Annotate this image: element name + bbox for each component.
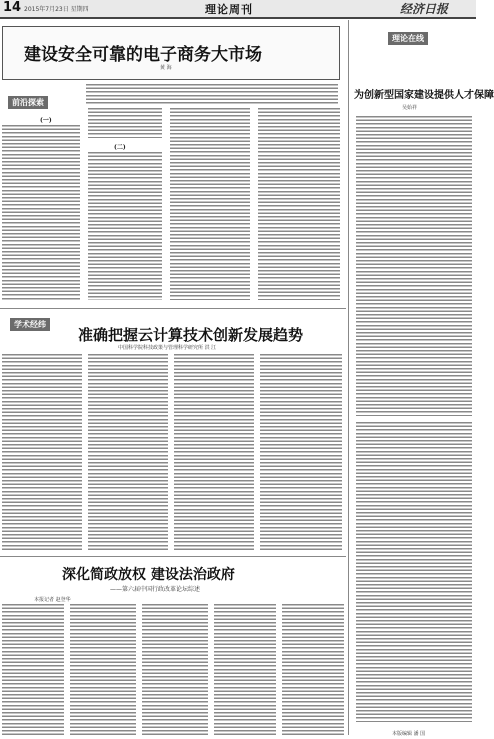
column-divider [348,20,349,735]
article-2-author: 吴始祥 [402,105,418,111]
article-4-byline: 本报记者 赵登华 [34,597,71,603]
article-2 [350,20,494,735]
article-4-col-2 [70,604,136,737]
article-3-col-1 [2,354,82,550]
article-1 [0,20,345,305]
article-3 [0,310,346,555]
article-3-byline: 中国科学院科技政策与管理科学研究所 洪 江 [118,345,217,351]
article-2-tag: 理论在线 [388,32,428,45]
article-4 [0,558,346,739]
article-2-title: 为创新型国家建设提供人才保障 [354,90,494,101]
newspaper-logo: 经济日报 [400,2,449,16]
article-2-col-1 [356,116,472,416]
article-1-col-1 [2,125,80,300]
section-divider-2 [0,556,346,557]
issue-date: 2015年7月23日 星期四 [24,6,89,13]
article-1-col-2 [88,152,162,300]
section-title: 理论周刊 [205,3,253,16]
article-1-abstract [86,84,338,104]
article-1-col-4 [258,108,340,300]
article-1-subhead-2: (二) [114,144,126,151]
article-4-col-3 [142,604,208,737]
article-4-col-4 [214,604,276,737]
article-3-tag: 学术经纬 [10,318,50,331]
article-3-title: 准确把握云计算技术创新发展趋势 [78,326,304,344]
article-1-col-2a [88,108,162,138]
article-4-title: 深化简政放权 建设法治政府 [62,567,235,583]
article-1-author: 黄 海 [160,65,172,71]
article-4-subtitle: ——第六届中国行政改革论坛综述 [110,586,201,593]
page-number: 14 [3,0,22,15]
article-1-subhead-1: (一) [40,117,52,124]
article-1-tag: 前沿探索 [8,96,48,109]
article-4-col-5 [282,604,344,737]
article-2-col-2 [356,422,472,722]
article-3-col-2 [88,354,168,550]
article-3-col-4 [260,354,342,550]
article-4-col-1 [2,604,64,737]
editor-line: 本版编辑 潘 国 [392,731,426,737]
article-3-col-3 [174,354,254,550]
section-divider-1 [0,308,346,309]
article-1-title: 建设安全可靠的电子商务大市场 [24,45,262,65]
article-1-col-3 [170,108,250,300]
